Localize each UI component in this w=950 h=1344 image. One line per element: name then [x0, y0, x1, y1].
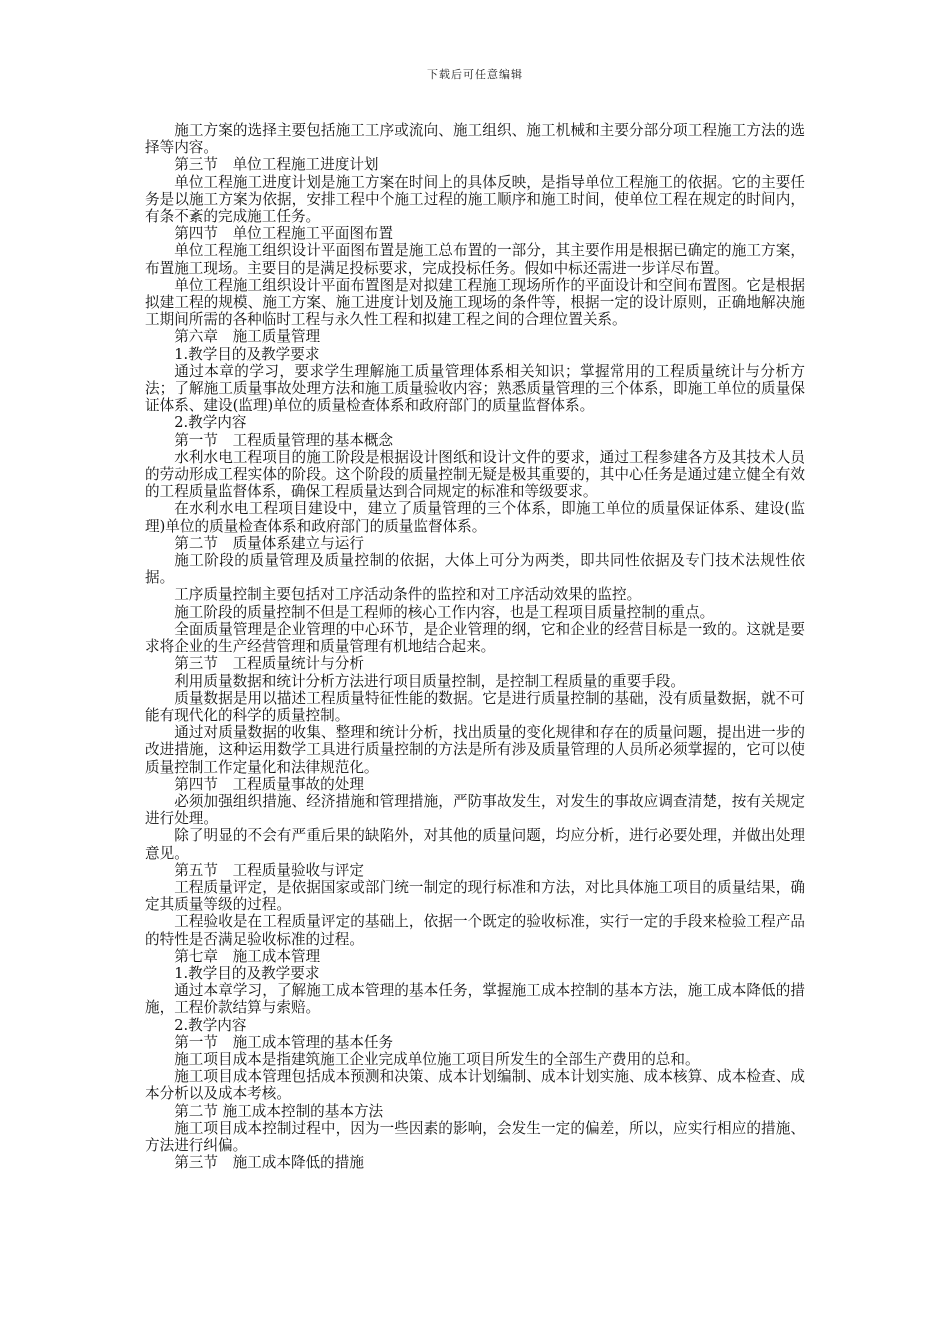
paragraph: 施工阶段的质量控制不但是工程师的核心工作内容，也是工程项目质量控制的重点。 [174, 603, 715, 621]
paragraph: 工程验收是在工程质量评定的基础上，依据一个既定的验收标准，实行一定的手段来检验工程产品的特性是否满足验收标准的过程。 [145, 913, 805, 948]
paragraph: 施工项目成本是指建筑施工企业完成单位施工项目所发生的全部生产费用的总和。 [174, 1050, 700, 1068]
section-heading: 第五节 工程质量验收与评定 [174, 861, 364, 879]
paragraph: 单位工程施工进度计划是施工方案在时间上的具体反映，是指导单位工程施工的依据。它的主要任务是以施工方案为依据，安排工程中个施工过程的施工顺序和施工时间，使单位工程在规定的时间内，有条不紊的完成施工任务。 [145, 173, 805, 226]
paragraph: 单位工程施工组织设计平面图布置是施工总布置的一部分，其主要作用是根据已确定的施工方案，布置施工现场。主要目的是满足投标要求，完成投标任务。假如中标还需进一步详尽布置。 [145, 242, 805, 277]
section-heading: 第二节 质量体系建立与运行 [174, 534, 364, 552]
paragraph: 全面质量管理是企业管理的中心环节，是企业管理的纲，它和企业的经营目标是一致的。这就是要求将企业的生产经营管理和质量管理有机地结合起来。 [145, 620, 805, 656]
subheading: 1.教学目的及教学要求 [174, 964, 320, 982]
paragraph: 必须加强组织措施、经济措施和管理措施，严防事故发生，对发生的事故应调查清楚，按有关规定进行处理。 [145, 792, 805, 828]
paragraph: 施工方案的选择主要包括施工工序或流向、施工组织、施工机械和主要分部分项工程施工方法的选择等内容。 [145, 122, 805, 157]
chapter-heading: 第七章 施工成本管理 [174, 947, 321, 965]
paragraph: 通过本章的学习，要求学生理解施工质量管理体系相关知识；掌握常用的工程质量统计与分析方法；了解施工质量事故处理方法和施工质量验收内容；熟悉质量管理的三个体系，即施工单位的质量保证体系、建设(监理)单位的质量检查体系和政府部门的质量监督体系。 [145, 362, 805, 415]
section-heading: 第三节 工程质量统计与分析 [174, 655, 364, 673]
section-heading: 第四节 工程质量事故的处理 [174, 775, 364, 793]
subheading: 1.教学目的及教学要求 [174, 345, 320, 363]
paragraph: 施工项目成本控制过程中，因为一些因素的影响，会发生一定的偏差，所以，应实行相应的措施、方法进行纠偏。 [145, 1119, 805, 1154]
paragraph: 施工项目成本管理包括成本预测和决策、成本计划编制、成本计划实施、成本核算、成本检查、成本分析以及成本考核。 [145, 1068, 805, 1103]
paragraph: 通过本章学习，了解施工成本管理的基本任务，掌握施工成本控制的基本方法，施工成本降低的措施，工程价款结算与索赔。 [145, 982, 805, 1017]
paragraph: 施工阶段的质量管理及质量控制的依据，大体上可分为两类，即共同性依据及专门技术法规性依据。 [145, 552, 805, 587]
subheading: 2.教学内容 [174, 1016, 247, 1034]
section-heading: 第一节 工程质量管理的基本概念 [174, 431, 394, 449]
section-heading: 第二节 施工成本控制的基本方法 [174, 1102, 384, 1120]
paragraph: 工程质量评定，是依据国家或部门统一制定的现行标准和方法，对比具体施工项目的质量结果，确定其质量等级的过程。 [145, 878, 805, 914]
section-heading: 第四节 单位工程施工平面图布置 [174, 225, 394, 243]
paragraph: 单位工程施工组织设计平面布置图是对拟建工程施工现场所作的平面设计和空间布置图。它是根据拟建工程的规模、施工方案、施工进度计划及施工现场的条件等，根据一定的设计原则，正确地解决施工期间所需的各种临时工程与永久性工程和拟建工程之间的合理位置关系。 [145, 276, 805, 329]
paragraph: 利用质量数据和统计分析方法进行项目质量控制，是控制工程质量的重要手段。 [174, 672, 685, 690]
section-heading: 第一节 施工成本管理的基本任务 [174, 1033, 394, 1051]
subheading: 2.教学内容 [174, 414, 247, 432]
page-header: 下载后可任意编辑 [427, 68, 523, 81]
paragraph: 水利水电工程项目的施工阶段是根据设计图纸和设计文件的要求，通过工程参建各方及其技术人员的劳动形成工程实体的阶段。这个阶段的质量控制无疑是极其重要的，其中心任务是通过建立健全有效的工程质量监督体系，确保工程质量达到合同规定的标准和等级要求。 [145, 448, 805, 501]
paragraph: 质量数据是用以描述工程质量特征性能的数据。它是进行质量控制的基础，没有质量数据，就不可能有现代化的科学的质量控制。 [145, 689, 805, 724]
paragraph: 除了明显的不会有严重后果的缺陷外，对其他的质量问题，均应分析，进行必要处理，并做出处理意见。 [145, 827, 805, 862]
paragraph: 在水利水电工程项目建设中，建立了质量管理的三个体系，即施工单位的质量保证体系、建设(监理)单位的质量检查体系和政府部门的质量监督体系。 [145, 500, 805, 535]
chapter-heading: 第六章 施工质量管理 [174, 328, 321, 346]
section-heading: 第三节 施工成本降低的措施 [174, 1154, 364, 1172]
paragraph: 工序质量控制主要包括对工序活动条件的监控和对工序活动效果的监控。 [174, 586, 642, 604]
section-heading: 第三节 单位工程施工进度计划 [174, 156, 379, 174]
document-body [145, 122, 805, 1171]
paragraph: 通过对质量数据的收集、整理和统计分析，找出质量的变化规律和存在的质量问题，提出进一步的改进措施，这种运用数学工具进行质量控制的方法是所有涉及质量管理的人员所必须掌握的，它可以使质量控制工作定量化和法律规范化。 [145, 724, 805, 776]
